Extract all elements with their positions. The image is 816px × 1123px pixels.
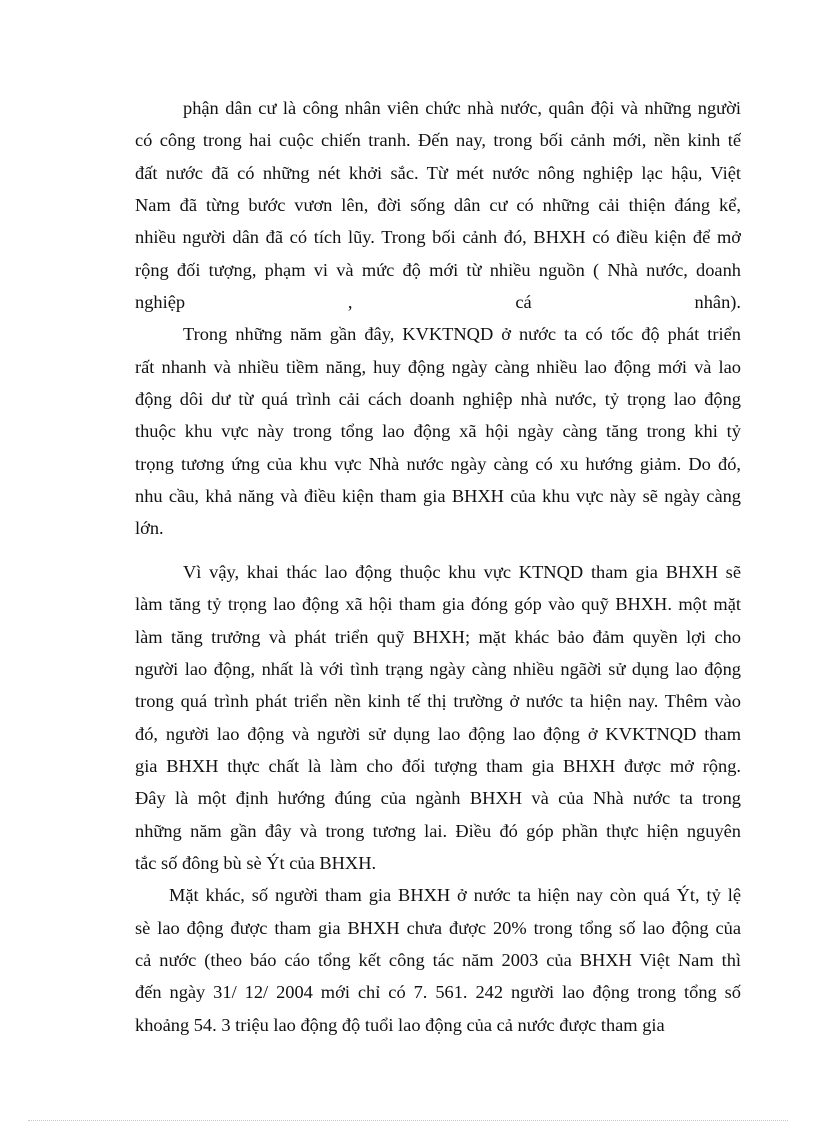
- text-line: Trong những năm gần đây, KVKTNQD ở nước ta có tốc độ phát triển: [183, 324, 741, 345]
- text-line: Đây là một định hướng đúng của ngành BHXH và của Nhà nước ta trong: [135, 788, 741, 809]
- text-line: đó, người lao động và người sử dụng lao động lao động ở KVKTNQD tham: [135, 723, 741, 744]
- text-line: động dôi dư từ quá trình cải cách doanh nghiệp nhà nước, tỷ trọng lao động: [135, 389, 741, 410]
- text-line: Mặt khác, số người tham gia BHXH ở nước ta hiện nay còn quá Ýt, tỷ lệ: [169, 885, 741, 906]
- text-line: nhiều người dân đã có tích lũy. Trong bối cảnh đó, BHXH có điều kiện để mở: [135, 227, 741, 248]
- text-line: làm tăng tỷ trọng lao động xã hội tham gia đóng góp vào quỹ BHXH. một mặt: [135, 594, 741, 615]
- text-line: người lao động, nhất là với tình trạng ngày càng nhiều ngãời sử dụng lao động: [135, 658, 741, 679]
- text-line: Nam đã từng bước vươn lên, đời sống dân cư có những cải thiện đáng kể,: [135, 195, 741, 216]
- paragraph-4: [135, 879, 741, 1041]
- text-line: gia BHXH thực chất là làm cho đối tượng tham gia BHXH được mở rộng.: [135, 755, 741, 776]
- text-line: những năm gần đây và trong tương lai. Điều đó góp phần thực hiện nguyên: [135, 820, 741, 841]
- text-line: Vì vậy, khai thác lao động thuộc khu vực KTNQD tham gia BHXH sẽ: [183, 561, 741, 582]
- paragraph-spacer: [135, 545, 741, 556]
- text-line: phận dân cư là công nhân viên chức nhà nước, quân đội và những người: [183, 98, 741, 118]
- text-line: cả nước (theo báo cáo tổng kết công tác năm 2003 của BHXH Việt Nam thì: [135, 949, 741, 970]
- text-line: sè lao động được tham gia BHXH chưa được 20% trong tổng số lao động của: [135, 917, 741, 938]
- text-line: đến ngày 31/ 12/ 2004 mới chỉ có 7. 561. 242 người lao động trong tổng số: [135, 982, 741, 1003]
- document-page: [135, 92, 741, 1041]
- text-line: trọng tương ứng của khu vực Nhà nước ngày càng có xu hướng giảm. Do đó,: [135, 453, 741, 474]
- text-line: trong quá trình phát triển nền kinh tế thị trường ở nước ta hiện nay. Thêm vào: [135, 691, 741, 712]
- text-line: rộng đối tượng, phạm vi và mức độ mới từ nhiều nguồn ( Nhà nước, doanh: [135, 259, 741, 280]
- text-line: tắc số đông bù sè Ýt của BHXH.: [135, 852, 377, 873]
- text-line: thuộc khu vực này trong tổng lao động xã hội ngày càng tăng trong khi tỷ: [135, 421, 741, 442]
- text-line: lớn.: [135, 518, 164, 539]
- paragraph-1: [135, 92, 741, 318]
- page-bottom-divider: [28, 1120, 788, 1121]
- text-line: rất nhanh và nhiều tiềm năng, huy động ngày càng nhiều lao động mới và lao: [135, 356, 741, 377]
- text-line: nhu cầu, khả năng và điều kiện tham gia BHXH của khu vực này sẽ ngày càng: [135, 486, 741, 507]
- text-line: khoảng 54. 3 triệu lao động độ tuổi lao động của cả nước được tham gia: [135, 1014, 665, 1035]
- text-line: đất nước đã có những nét khởi sắc. Từ mét nước nông nghiệp lạc hậu, Việt: [135, 162, 741, 183]
- paragraph-3: [135, 556, 741, 879]
- paragraph-2: [135, 318, 741, 544]
- text-line: làm tăng trưởng và phát triển quỹ BHXH; mặt khác bảo đảm quyền lợi cho: [135, 626, 741, 647]
- text-line: nghiệp , cá nhân).: [135, 292, 741, 313]
- text-line: có công trong hai cuộc chiến tranh. Đến nay, trong bối cảnh mới, nền kinh tế: [135, 130, 741, 151]
